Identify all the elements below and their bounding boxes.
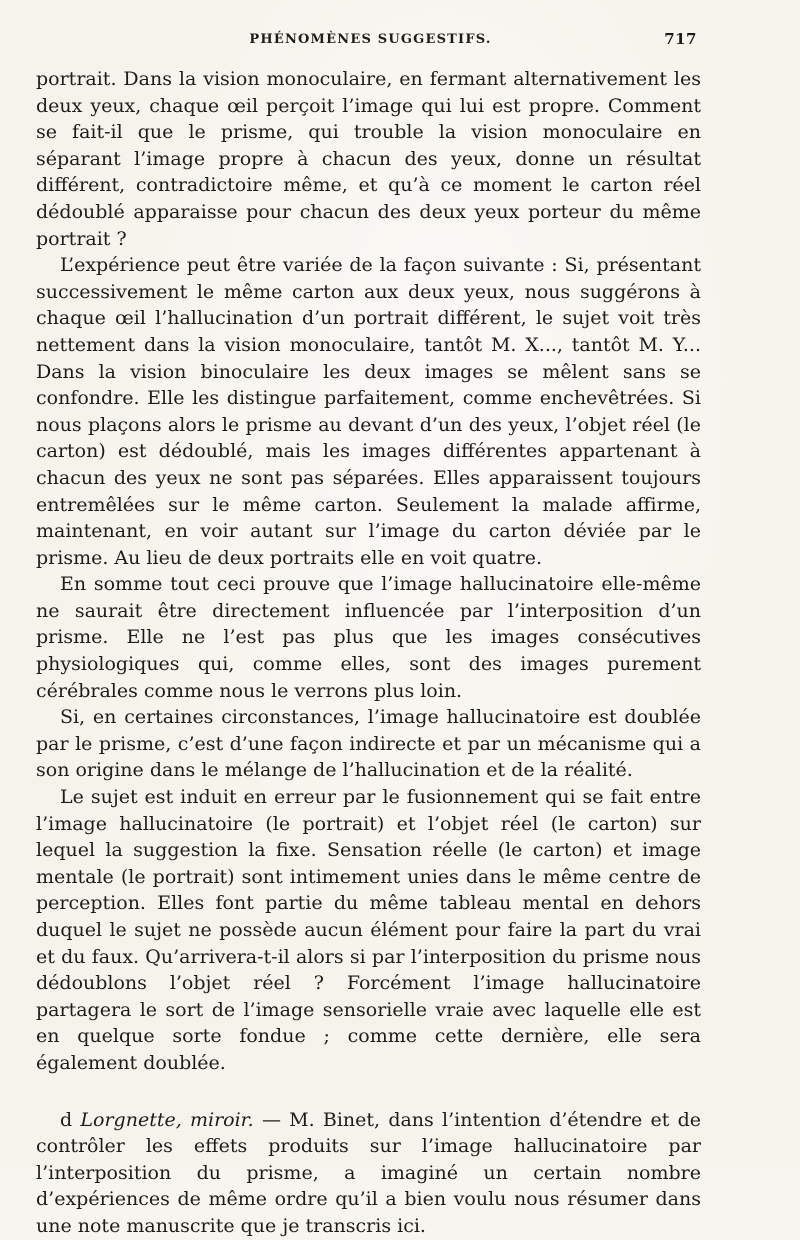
body-text bbox=[36, 66, 701, 1240]
running-title: PHÉNOMÈNES SUGGESTIFS. bbox=[249, 31, 492, 47]
paragraph-1: portrait. Dans la vision monoculaire, en fermant alternativement les deux yeux, chaque œil perçoit l’image qui lui est propre. Comment se fait-il que le prisme, qui trouble la vision monoculaire en séparant l’image propre à chacun des yeux, donne un résultat différent, contradictoire même, et qu’à ce moment le carton réel dédoublé apparaisse pour chacun des deux yeux porteur du même portrait ? bbox=[36, 68, 701, 250]
paragraph-3: En somme tout ceci prouve que l’image hallucinatoire elle-même ne saurait être directement influencée par l’interposition d’un prisme. Elle ne l’est pas plus que les images consécutives physiologiques qui, comme elles, sont des images purement cérébrales comme nous le verrons plus loin. bbox=[36, 573, 701, 702]
section-title: Lorgnette, miroir. bbox=[80, 1108, 254, 1131]
paragraph-4: Si, en certaines circonstances, l’image hallucinatoire est doublée par le prisme, c’est d’une façon indirecte et par un mécanisme qui a son origine dans le mélange de l’hallucination et de la réalité. bbox=[36, 706, 701, 782]
page-number: 717 bbox=[664, 30, 697, 48]
running-header bbox=[36, 22, 705, 56]
section-d bbox=[36, 1107, 701, 1240]
section-label: d bbox=[60, 1108, 73, 1131]
section-text: — M. Binet, dans l’intention d’étendre et de contrôler les effets produits sur l’image hallucinatoire par l’interposition du prisme, a imaginé un certain nombre d’expériences de même ordre qu’il a bien voulu nous résumer dans une note manuscrite que je transcris ici. bbox=[36, 1108, 701, 1237]
paragraph-2: L’expérience peut être variée de la façon suivante : Si, présentant successivement le même carton aux deux yeux, nous suggérons à chaque œil l’hallucination d’un portrait différent, le sujet voit très nettement dans la vision monoculaire, tantôt M. X..., tantôt M. Y... Dans la vision binoculaire les deux images se mêlent sans se confondre. Elle les distingue parfaitement, comme enchevêtrées. Si nous plaçons alors le prisme au devant d’un des yeux, l’objet réel (le carton) est dédoublé, mais les images différentes appartenant à chacun des yeux ne sont pas séparées. Elles apparaissent toujours entremêlées sur le même carton. Seulement la malade affirme, maintenant, en voir autant sur l’image du carton déviée par le prisme. Au lieu de deux portraits elle en voit quatre. bbox=[36, 254, 701, 569]
paragraph-5: Le sujet est induit en erreur par le fusionnement qui se fait entre l’image hallucinatoire (le portrait) et l’objet réel (le carton) sur lequel la suggestion la fixe. Sensation réelle (le carton) et image mentale (le portrait) sont intimement unies dans le même centre de perception. Elles font partie du même tableau mental en dehors duquel le sujet ne possède aucun élément pour faire la part du vrai et du faux. Qu’arrivera-t-il alors si par l’interposition du prisme nous dédoublons l’objet réel ? Forcément l’image hallucinatoire partagera le sort de l’image sensorielle vraie avec laquelle elle est en quelque sorte fondue ; comme cette dernière, elle sera également doublée. bbox=[36, 786, 701, 1074]
